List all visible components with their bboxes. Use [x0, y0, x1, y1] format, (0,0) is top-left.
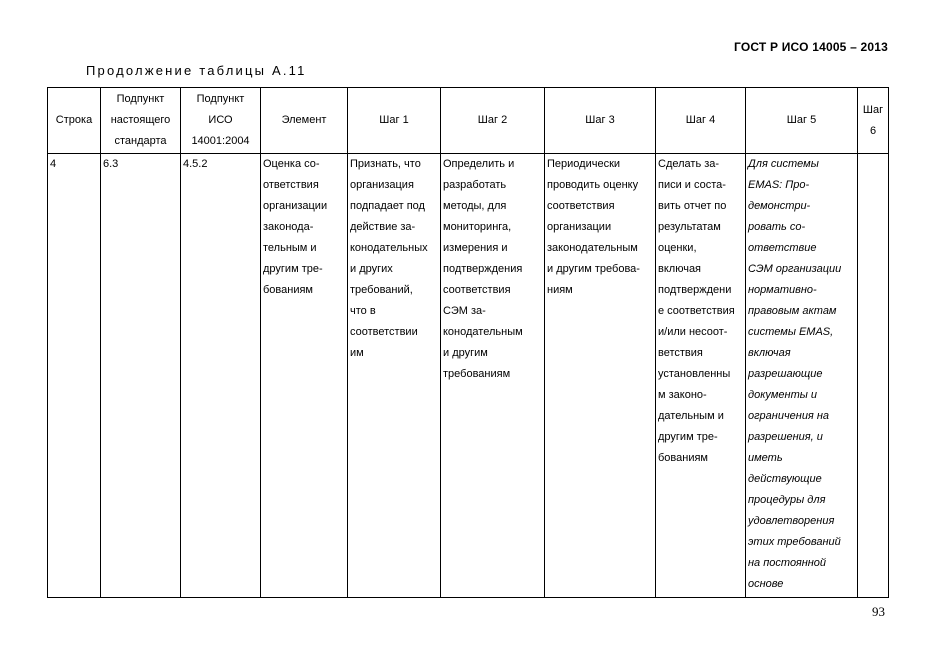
column-header-iso-clause: Подпункт ИСО 14001:2004 — [181, 88, 261, 154]
column-header-row-number: Строка — [48, 88, 101, 154]
column-header-step-3: Шаг 3 — [545, 88, 656, 154]
column-header-step-4: Шаг 4 — [656, 88, 746, 154]
cell-element: Оценка со- ответствия организации законода- тельным и другим тре- бованиям — [261, 154, 348, 598]
column-header-element: Элемент — [261, 88, 348, 154]
page-number: 93 — [872, 604, 885, 619]
continuation-table — [47, 87, 889, 598]
column-header-standard-clause: Подпункт настоящего стандарта — [101, 88, 181, 154]
cell-row-number: 4 — [48, 154, 101, 598]
column-header-step-5: Шаг 5 — [746, 88, 858, 154]
cell-step-4: Сделать за- писи и соста- вить отчет по результатам оценки, включая подтверждени е соответствия и/или несоот- ветствия установленны м законо- дательным и другим тре- бованиям — [656, 154, 746, 598]
column-header-step-6: Шаг 6 — [858, 88, 889, 154]
column-header-step-2: Шаг 2 — [441, 88, 545, 154]
cell-step-3: Периодически проводить оценку соответствия организации законодательным и другим требова- ниям — [545, 154, 656, 598]
cell-standard-clause: 6.3 — [101, 154, 181, 598]
table-row — [48, 154, 889, 598]
cell-step-6 — [858, 154, 889, 598]
cell-iso-clause: 4.5.2 — [181, 154, 261, 598]
cell-step-2: Определить и разработать методы, для мониторинга, измерения и подтверждения соответствия СЭМ за- конодательным и другим требованиям — [441, 154, 545, 598]
column-header-step-1: Шаг 1 — [348, 88, 441, 154]
cell-step-5: Для системы EMAS: Про- демонстри- ровать со- ответствие СЭМ организации нормативно- правовым актам системы EMAS, включая разрешающие документы и ограничения на разрешения, и иметь действующие процедуры для удовлетворения этих требований на постоянной основе — [746, 154, 858, 598]
document-code: ГОСТ Р ИСО 14005 – 2013 — [733, 40, 888, 54]
table-header-row — [48, 88, 889, 154]
cell-step-1: Признать, что организация подпадает под действие за- конодательных и других требований, что в соответствии им — [348, 154, 441, 598]
table-caption: Продолжение таблицы А.11 — [86, 63, 307, 78]
